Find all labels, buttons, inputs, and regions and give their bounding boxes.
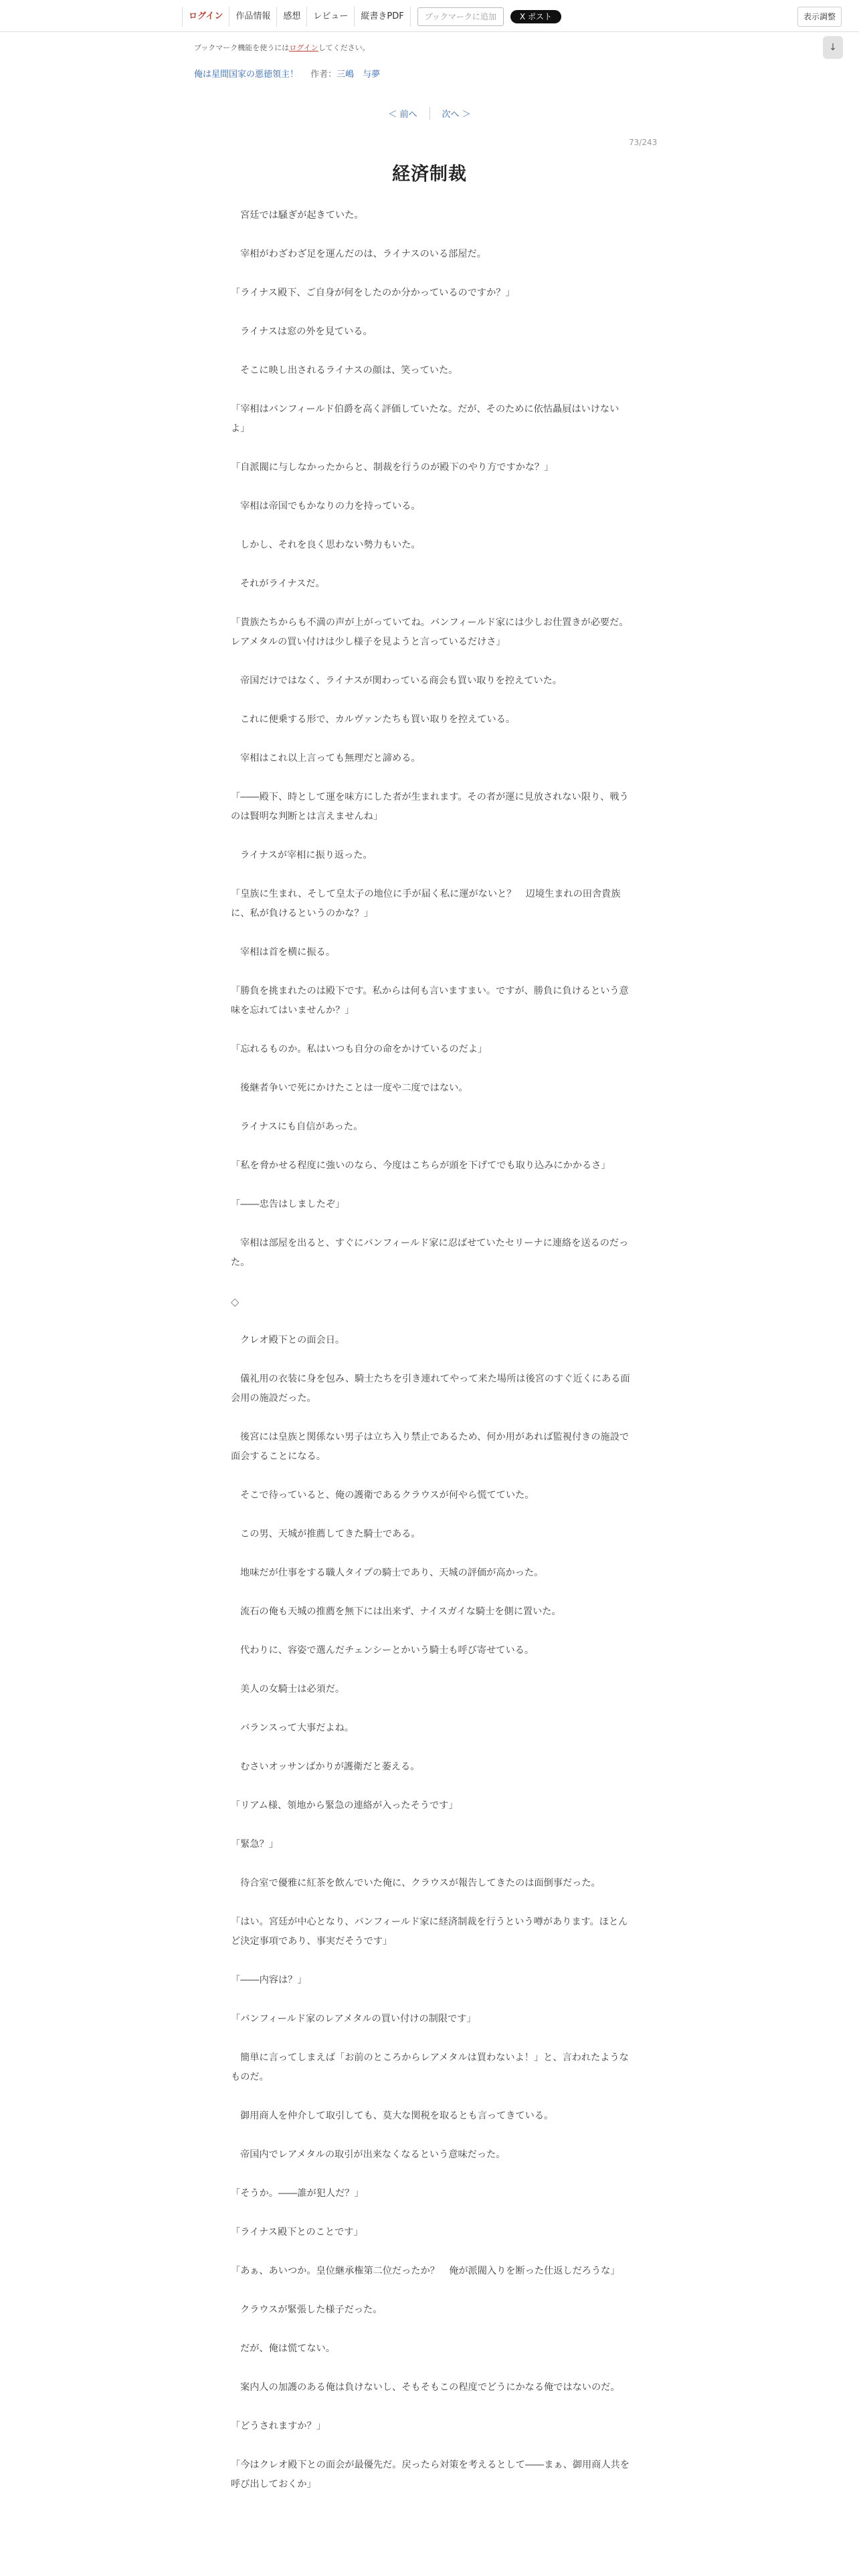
body-paragraph: 儀礼用の衣装に身を包み、騎士たちを引き連れてやって来た場所は後宮のすぐ近くにある面会用の施設だった。 [231, 1374, 630, 1404]
body-paragraph: 「バンフィールド家のレアメタルの買い付けの制限です」 [231, 2014, 476, 2024]
add-bookmark-button[interactable]: ブックマークに追加 [417, 7, 504, 26]
body-paragraph: 流石の俺も天城の推薦を無下には出来ず、ナイスガイな騎士を側に置いた。 [240, 1606, 561, 1617]
x-post-button[interactable]: X ポスト [510, 10, 561, 23]
body-paragraph: 「私を脅かせる程度に強いのなら、今度はこちらが頭を下げてでも取り込みにかかるさ」 [231, 1160, 611, 1171]
body-paragraph: 「あぁ、あいつか。皇位継承権第二位だったか？ 俺が派閥入りを断った仕返しだろうな」 [231, 2266, 620, 2276]
nav-reviews[interactable]: レビュー [307, 7, 355, 27]
author-link[interactable]: 三嶋 与夢 [337, 70, 381, 80]
body-paragraph: 「宰相はバンフィールド伯爵を高く評価していたな。だが、そのために依怙贔屓はいけないよ」 [231, 404, 619, 434]
body-paragraph: むさいオッサンばかりが護衛だと萎える。 [240, 1761, 420, 1772]
body-paragraph: 「緊急？」 [231, 1839, 278, 1850]
page-number: 73/243 [629, 138, 658, 147]
nav-vertical-pdf[interactable]: 縦書きPDF [355, 7, 410, 27]
body-paragraph: 「――内容は？」 [231, 1975, 307, 1985]
nav-login[interactable]: ログイン [182, 7, 229, 27]
body-paragraph: 「ライナス殿下とのことです」 [231, 2227, 363, 2238]
top-bar [0, 0, 859, 32]
body-paragraph: ライナスは窓の外を見ている。 [240, 326, 373, 337]
body-paragraph: クラウスが緊張した様子だった。 [240, 2304, 383, 2315]
chapter-body [231, 206, 631, 2514]
login-notice [194, 42, 370, 53]
body-paragraph: しかし、それを良く思わない勢力もいた。 [240, 540, 421, 550]
body-paragraph: 「勝負を挑まれたのは殿下です。私からは何も言いますまい。ですが、勝負に負けるという意味を忘れてはいませんか？」 [231, 986, 629, 1016]
body-paragraph: だが、俺は慌てない。 [240, 2343, 335, 2354]
body-paragraph: 代わりに、容姿で選んだチェンシーとかいう騎士も呼び寄せている。 [240, 1645, 535, 1656]
novel-header [194, 67, 380, 80]
body-paragraph: これに便乗する形で、カルヴァンたちも買い取りを控えている。 [240, 714, 516, 725]
notice-text-before: ブックマーク機能を使うには [194, 43, 290, 52]
body-paragraph: 宮廷では騒ぎが起きていた。 [240, 210, 364, 221]
episode-pager [0, 107, 859, 120]
body-paragraph: 「皇族に生まれ、そして皇太子の地位に手が届く私に運がないと？ 辺境生まれの田舎貴族に、私が負けるというのかな？」 [231, 889, 621, 919]
body-paragraph: 御用商人を仲介して取引しても、莫大な関税を取るとも言ってきている。 [240, 2111, 554, 2121]
body-paragraph: 宰相がわざわざ足を運んだのは、ライナスのいる部屋だ。 [240, 249, 486, 259]
body-paragraph: バランスって大事だよね。 [240, 1723, 354, 1733]
nav-novel-info[interactable]: 作品情報 [229, 7, 277, 27]
prev-episode-link[interactable]: ＜ 前へ [376, 107, 430, 120]
body-paragraph: ライナスが宰相に振り返った。 [240, 850, 373, 861]
author-label: 作者： [310, 70, 337, 80]
body-paragraph: ライナスにも自信があった。 [240, 1121, 363, 1132]
body-paragraph: 「そうか。――誰が犯人だ？」 [231, 2188, 364, 2199]
body-paragraph: 宰相は帝国でもかなりの力を持っている。 [240, 501, 421, 512]
header-nav [182, 7, 561, 27]
body-paragraph: 帝国だけではなく、ライナスが関わっている商会も買い取りを控えていた。 [240, 675, 562, 686]
body-paragraph: クレオ殿下との面会日。 [240, 1335, 345, 1346]
body-paragraph: 「忘れるものか。私はいつも自分の命をかけているのだよ」 [231, 1044, 488, 1055]
body-paragraph: 美人の女騎士は必須だ。 [240, 1684, 345, 1695]
body-paragraph: 「はい。宮廷が中心となり、バンフィールド家に経済制裁を行うという噂があります。ほとんど決定事項であり、事実だそうです」 [231, 1917, 628, 1947]
body-paragraph: 簡単に言ってしまえば「お前のところからレアメタルは買わないよ！」と、言われたようなものだ。 [231, 2052, 629, 2082]
body-paragraph: そこで待っていると、俺の護衛であるクラウスが何やら慌てていた。 [240, 1490, 535, 1501]
notice-login-link[interactable]: ログイン [289, 43, 318, 52]
body-paragraph: この男、天城が推薦してきた騎士である。 [240, 1529, 421, 1539]
display-settings-button[interactable]: 表示調整 [797, 7, 842, 27]
body-paragraph: 後宮には皇族と関係ない男子は立ち入り禁止であるため、何か用があれば監視付きの施設で面会することになる。 [231, 1432, 630, 1462]
body-paragraph: それがライナスだ。 [240, 578, 325, 589]
body-paragraph: 「――殿下、時として運を味方にした者が生まれます。その者が運に見放されない限り、戦うのは賢明な判断とは言えませんね」 [231, 792, 629, 822]
nav-impressions[interactable]: 感想 [277, 7, 307, 27]
body-paragraph: 後継者争いで死にかけたことは一度や二度ではない。 [240, 1083, 468, 1093]
body-paragraph: 帝国内でレアメタルの取引が出来なくなるという意味だった。 [240, 2149, 506, 2160]
body-paragraph: 宰相は首を横に振る。 [240, 947, 335, 958]
chapter-title: 経済制裁 [392, 164, 467, 185]
body-paragraph: 「自派閥に与しなかったからと、制裁を行うのが殿下のやり方ですかな？」 [231, 462, 554, 473]
body-paragraph: 「今はクレオ殿下との面会が最優先だ。戻ったら対策を考えるとして――まぁ、御用商人共を呼び出しておくか」 [231, 2460, 630, 2490]
body-paragraph: 「リアム様、領地から緊急の連絡が入ったそうです」 [231, 1800, 458, 1811]
body-paragraph: 「――忠告はしましたぞ」 [231, 1199, 345, 1210]
body-paragraph: 地味だが仕事をする職人タイプの騎士であり、天城の評価が高かった。 [240, 1568, 544, 1578]
body-paragraph: 待合室で優雅に紅茶を飲んでいた俺に、クラウスが報告してきたのは面倒事だった。 [240, 1878, 601, 1889]
novel-title-link[interactable]: 俺は星間国家の悪徳領主！ [194, 70, 299, 80]
body-paragraph: 「貴族たちからも不満の声が上がっていてね。バンフィールド家には少しお仕置きが必要だ。レアメタルの買い付けは少し様子を見ようと言っているだけさ」 [231, 617, 629, 647]
body-paragraph: 「どうされますか？」 [231, 2421, 326, 2432]
body-paragraph: 宰相はこれ以上言っても無理だと諦める。 [240, 753, 421, 764]
body-paragraph: 宰相は部屋を出ると、すぐにバンフィールド家に忍ばせていたセリーナに連絡を送るのだった。 [231, 1238, 629, 1268]
scene-separator: ◇ [231, 1295, 240, 1308]
next-episode-link[interactable]: 次へ ＞ [442, 110, 471, 120]
scroll-down-button[interactable] [823, 36, 843, 59]
body-paragraph: 案内人の加護のある俺は負けないし、そもそもこの程度でどうにかなる俺ではないのだ。 [240, 2382, 620, 2393]
body-paragraph: 「ライナス殿下、ご自身が何をしたのか分かっているのですか？」 [231, 288, 515, 298]
notice-text-after: してください。 [318, 43, 370, 52]
arrow-down-icon: ↓ [829, 42, 837, 53]
body-paragraph: そこに映し出されるライナスの顔は、笑っていた。 [240, 365, 458, 376]
